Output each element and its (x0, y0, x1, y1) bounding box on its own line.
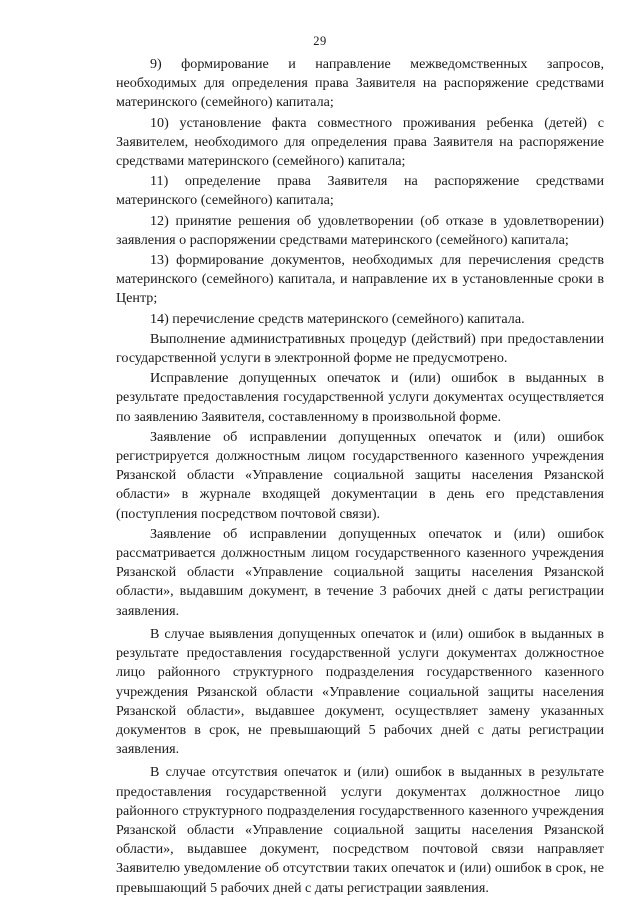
paragraph-electronic-form: Выполнение административных процедур (действий) при предоставлении государственной услуги в электронной форме не предусмотрено. (116, 330, 604, 367)
document-body (116, 55, 604, 899)
paragraph-errors-found: В случае выявления допущенных опечаток и (или) ошибок в выданных в результате предоставления государственной услуги документах должностное лицо районного структурного подразделения государственного казенного учреждения Рязанской области «Управление социальной защиты населения Рязанской области», выдавшее документ, осуществляет замену указанных документов в срок, не превышающий 5 рабочих дней с даты регистрации заявления. (116, 625, 604, 758)
paragraph-registration: Заявление об исправлении допущенных опечаток и (или) ошибок регистрируется должностным лицом государственного казенного учреждения Рязанской области «Управление социальной защиты населения Рязанской области» в журнале входящей документации в день его представления (поступления посредством почтовой связи). (116, 428, 604, 522)
paragraph-correction-request: Исправление допущенных опечаток и (или) ошибок в выданных в результате предоставления государственной услуги документах осуществляется по заявлению Заявителя, составленному в произвольной форме. (116, 370, 604, 425)
paragraph-item-10: 10) установление факта совместного проживания ребенка (детей) с Заявителем, необходимого для определения права Заявителя на распоряжение средствами материнского (семейного) капитала; (116, 114, 604, 170)
paragraph-review: Заявление об исправлении допущенных опечаток и (или) ошибок рассматривается должностным лицом государственного казенного учреждения Рязанской области «Управление социальной защиты населения Рязанской области», выдавшим документ, в течение 3 рабочих дней с даты регистрации заявления. (116, 525, 604, 619)
paragraph-item-13: 13) формирование документов, необходимых для перечисления средств материнского (семейного) капитала, и направление их в установленные сроки в Центр; (116, 252, 604, 307)
paragraph-item-9: 9) формирование и направление межведомственных запросов, необходимых для определения права Заявителя на распоряжение средствами материнского (семейного) капитала; (116, 56, 604, 111)
paragraph-item-14: 14) перечисление средств материнского (семейного) капитала. (150, 310, 525, 327)
paragraph-no-errors: В случае отсутствия опечаток и (или) ошибок в выданных в результате предоставления государственной услуги документах должностное лицо районного структурного подразделения государственного казенного учреждения Рязанской области «Управление социальной защиты населения Рязанской области», выдавшее документ, посредством почтовой связи направляет Заявителю уведомление об отсутствии таких опечаток и (или) ошибок в срок, не превышающий 5 рабочих дней с даты регистрации заявления. (116, 764, 604, 896)
page-number: 29 (313, 34, 327, 48)
paragraph-item-12: 12) принятие решения об удовлетворении (об отказе в удовлетворении) заявления о распоряжении средствами материнского (семейного) капитала; (116, 212, 604, 248)
paragraph-item-11: 11) определение права Заявителя на распоряжение средствами материнского (семейного) капитала; (116, 173, 604, 209)
